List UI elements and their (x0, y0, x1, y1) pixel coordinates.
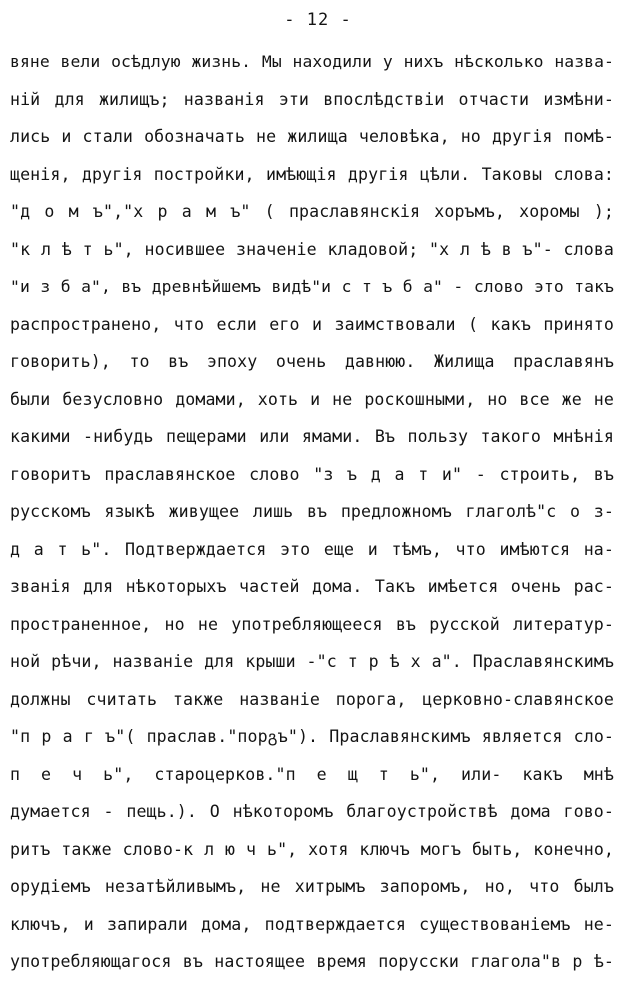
text-line-4: щенія, другія постройки, имѣющія другія цѣли. Таковы слова: (10, 164, 614, 184)
text-line-22: ритъ также слово-к л ю ч ь", хотя ключъ могъ быть, конечно, (10, 839, 614, 859)
text-line-1: вяне вели осѣдлую жизнь. Мы находили у нихъ нѣсколько назва- (10, 52, 614, 71)
text-line-24: ключъ, и запирали дома, подтверждается существованіемъ не- (10, 914, 614, 934)
text-line-13: русскомъ языкѣ живущее лишь въ предложномъ глаголѣ"с о з- (10, 502, 614, 521)
text-line-23: орудіемъ незатѣйливымъ, не хитрымъ запоромъ, но, что былъ (10, 877, 614, 896)
text-line-2: ній для жилищъ; названія эти впослѣдствіи отчасти измѣни- (10, 89, 614, 109)
text-line-16: пространенное, но не употребляющееся въ русской литератур- (10, 614, 614, 634)
text-line-5: "д о м ъ","х р а м ъ" ( праславянскія хоръмъ, хоромы ); (10, 202, 614, 221)
text-line-14: д а т ь". Подтверждается это еще и тѣмъ, что имѣются на- (10, 539, 614, 559)
text-line-17: ной рѣчи, названіе для крыши -"с т р ѣ х а". Праславянскимъ (10, 652, 614, 671)
text-line-25: употребляющагося въ настоящее время порусски глагола"в р ѣ- (10, 952, 614, 971)
text-line-8: распространено, что если его и заимствовали ( какъ принято (10, 314, 614, 334)
text-line-12: говоритъ праславянское слово "з ъ д а т и" - строить, въ (10, 464, 614, 484)
text-line-18: должны считать также названіе порога, церковно-славянское (10, 689, 614, 709)
text-line-20: п е ч ь", староцерков."п е щ т ь", или- какъ мнѣ (10, 764, 614, 784)
text-line-9: говорить), то въ эпоху очень давнюю. Жилища праславянъ (10, 352, 614, 371)
body-text (10, 50, 614, 988)
text-line-3: лись и стали обозначать не жилища человѣка, но другія помѣ- (10, 127, 614, 146)
text-line-15: званія для нѣкоторыхъ частей дома. Такъ имѣется очень рас- (10, 577, 614, 596)
text-line-11: какими -нибудь пещерами или ямами. Въ пользу такого мнѣнія (10, 427, 614, 446)
text-line-6: "к л ѣ т ь", носившее значеніе кладовой; "х л ѣ в ъ"- слова (10, 239, 614, 259)
text-line-10: были безусловно домами, хоть и не роскошными, но все же не (10, 389, 614, 409)
page-number: - 12 - (284, 10, 352, 30)
text-line-19: "п р а г ъ"( праслав."порგъ"). Праславянскимъ является сло- (10, 727, 614, 746)
text-line-21: думается - пещь.). О нѣкоторомъ благоустройствѣ дома гово- (10, 802, 614, 821)
text-line-7: "и з б а", въ древнѣйшемъ видѣ"и с т ъ б а" - слово это такъ (10, 277, 614, 296)
